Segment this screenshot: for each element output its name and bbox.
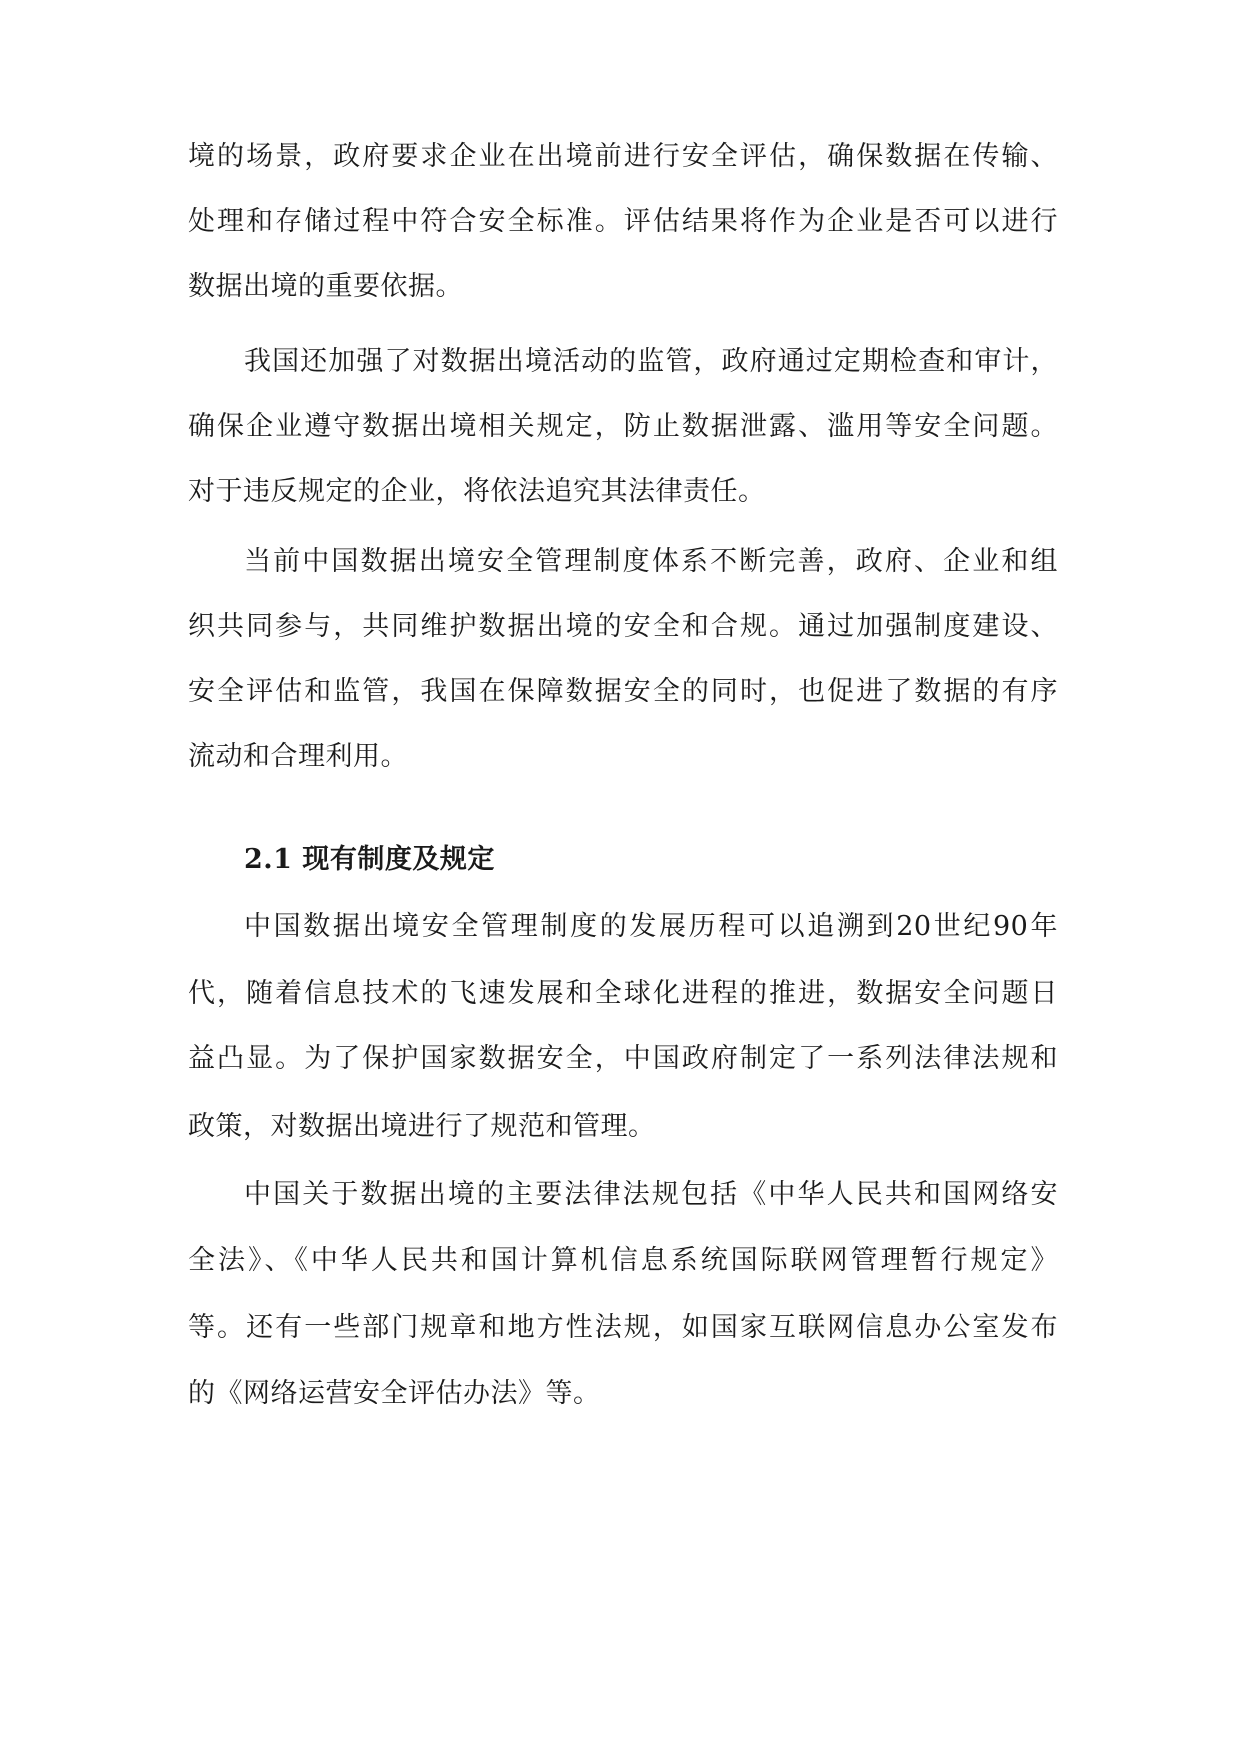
- paragraph-line: 对于违反规定的企业，将依法追究其法律责任。: [188, 476, 766, 507]
- paragraph-line: 益凸显。为了保护国家数据安全，中国政府制定了一系列法律法规和: [188, 1043, 1058, 1074]
- paragraph-line: 中国关于数据出境的主要法律法规包括《中华人民共和国网络安: [244, 1179, 1058, 1210]
- paragraph-line: 当前中国数据出境安全管理制度体系不断完善，政府、企业和组: [244, 546, 1058, 577]
- paragraph-line: 织共同参与，共同维护数据出境的安全和合规。通过加强制度建设、: [188, 611, 1058, 642]
- paragraph-line: 全法》、《中华人民共和国计算机信息系统国际联网管理暂行规定》: [188, 1245, 1058, 1276]
- section-heading: 2.1 现有制度及规定: [244, 844, 495, 875]
- paragraph-line: 处理和存储过程中符合安全标准。评估结果将作为企业是否可以进行: [188, 206, 1058, 237]
- paragraph-line: 代，随着信息技术的飞速发展和全球化进程的推进，数据安全问题日: [188, 978, 1058, 1009]
- paragraph-line: 我国还加强了对数据出境活动的监管，政府通过定期检查和审计，: [244, 346, 1058, 377]
- paragraph-line: 数据出境的重要依据。: [188, 271, 463, 302]
- paragraph-line: 政策，对数据出境进行了规范和管理。: [188, 1111, 656, 1142]
- paragraph-line: 的《网络运营安全评估办法》等。: [188, 1378, 601, 1409]
- paragraph-line: 安全评估和监管，我国在保障数据安全的同时，也促进了数据的有序: [188, 676, 1058, 707]
- paragraph-line: 中国数据出境安全管理制度的发展历程可以追溯到20世纪90年: [244, 911, 1058, 942]
- paragraph-line: 等。还有一些部门规章和地方性法规，如国家互联网信息办公室发布: [188, 1312, 1058, 1343]
- paragraph-line: 流动和合理利用。: [188, 741, 408, 772]
- paragraph-line: 境的场景，政府要求企业在出境前进行安全评估，确保数据在传输、: [188, 141, 1058, 172]
- paragraph-line: 确保企业遵守数据出境相关规定，防止数据泄露、滥用等安全问题。: [188, 411, 1058, 442]
